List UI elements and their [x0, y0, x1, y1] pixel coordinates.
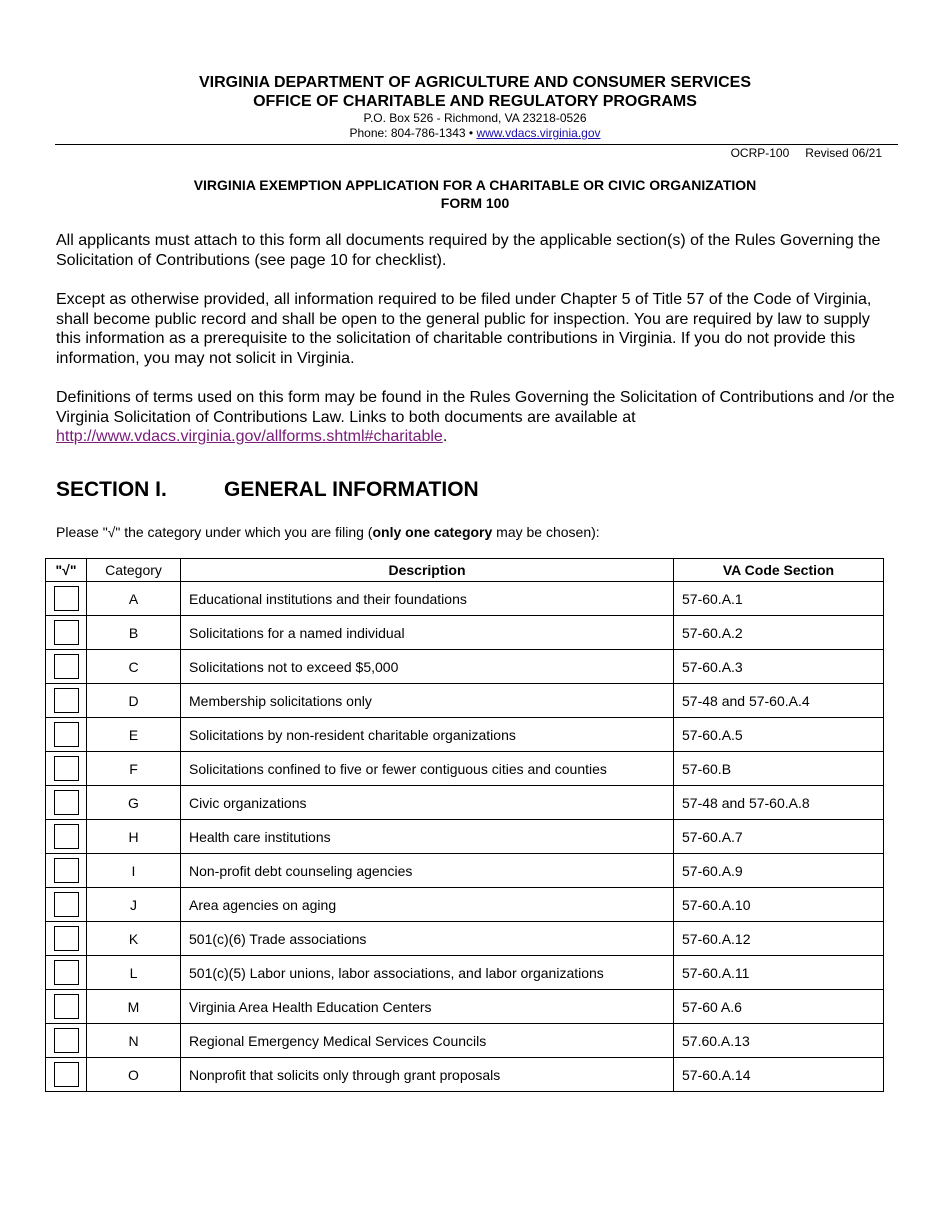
- category-description: Educational institutions and their foundations: [181, 582, 674, 616]
- va-code-section: 57-60 A.6: [674, 990, 884, 1024]
- phone-number: Phone: 804-786-1343 •: [349, 126, 477, 140]
- category-letter: N: [87, 1024, 181, 1058]
- section-title: GENERAL INFORMATION: [224, 478, 479, 501]
- category-letter: F: [87, 752, 181, 786]
- category-checkbox[interactable]: [54, 654, 79, 679]
- category-checkbox[interactable]: [54, 824, 79, 849]
- header-divider: [55, 144, 898, 145]
- category-checkbox[interactable]: [54, 1062, 79, 1087]
- category-checkbox[interactable]: [54, 892, 79, 917]
- va-code-section: 57-60.A.12: [674, 922, 884, 956]
- category-checkbox[interactable]: [54, 586, 79, 611]
- va-code-section: 57-60.A.3: [674, 650, 884, 684]
- category-letter: O: [87, 1058, 181, 1092]
- intro-public-record-paragraph: Except as otherwise provided, all information required to be filed under Chapter 5 of Title 57 of the Code of Virginia, shall become public record and shall be open to the general public for inspection. You are required by law to supply this information as a prerequisite to the solicitation of charitable contributions in Virginia. If you do not provide this information, you may not solicit in Virginia.: [56, 291, 872, 367]
- table-row: [46, 752, 884, 786]
- category-description: Membership solicitations only: [181, 684, 674, 718]
- va-code-section: 57-60.A.10: [674, 888, 884, 922]
- instr-pre: Please "√" the category under which you are filing (: [56, 524, 373, 540]
- section-number: SECTION I.: [56, 478, 167, 501]
- category-letter: B: [87, 616, 181, 650]
- table-row: [46, 650, 884, 684]
- table-row: [46, 684, 884, 718]
- category-checkbox[interactable]: [54, 688, 79, 713]
- form-title: [0, 176, 950, 212]
- instr-emphasis: only one category: [372, 524, 493, 540]
- table-row: [46, 616, 884, 650]
- table-row: [46, 820, 884, 854]
- table-header-row: [46, 559, 884, 582]
- table-row: [46, 1024, 884, 1058]
- revision-date: Revised 06/21: [805, 146, 882, 160]
- section-heading: [56, 478, 479, 502]
- va-code-section: 57-48 and 57-60.A.4: [674, 684, 884, 718]
- table-row: [46, 718, 884, 752]
- category-description: Solicitations confined to five or fewer contiguous cities and counties: [181, 752, 674, 786]
- header-description: Description: [181, 559, 674, 582]
- category-description: Nonprofit that solicits only through grant proposals: [181, 1058, 674, 1092]
- category-description: 501(c)(5) Labor unions, labor associations, and labor organizations: [181, 956, 674, 990]
- category-description: Regional Emergency Medical Services Councils: [181, 1024, 674, 1058]
- category-description: Civic organizations: [181, 786, 674, 820]
- category-description: Health care institutions: [181, 820, 674, 854]
- office-name: OFFICE OF CHARITABLE AND REGULATORY PROGRAMS: [253, 93, 697, 110]
- category-checkbox[interactable]: [54, 722, 79, 747]
- table-row: [46, 786, 884, 820]
- category-checkbox[interactable]: [54, 994, 79, 1019]
- va-code-section: 57-60.B: [674, 752, 884, 786]
- va-code-section: 57-60.A.2: [674, 616, 884, 650]
- table-row: [46, 854, 884, 888]
- category-letter: C: [87, 650, 181, 684]
- website-link[interactable]: www.vdacs.virginia.gov: [476, 126, 601, 140]
- forms-link[interactable]: http://www.vdacs.virginia.gov/allforms.shtml#charitable: [56, 428, 443, 445]
- contact-line: [0, 126, 950, 141]
- form-id: OCRP-100: [730, 146, 790, 160]
- category-letter: I: [87, 854, 181, 888]
- category-letter: J: [87, 888, 181, 922]
- category-description: 501(c)(6) Trade associations: [181, 922, 674, 956]
- category-description: Solicitations for a named individual: [181, 616, 674, 650]
- header-va-code: VA Code Section: [674, 559, 884, 582]
- category-description: Solicitations not to exceed $5,000: [181, 650, 674, 684]
- category-checkbox[interactable]: [54, 858, 79, 883]
- table-row: [46, 956, 884, 990]
- va-code-section: 57-60.A.14: [674, 1058, 884, 1092]
- category-table: [45, 558, 884, 1092]
- category-letter: D: [87, 684, 181, 718]
- va-code-section: 57-60.A.5: [674, 718, 884, 752]
- va-code-section: 57-60.A.11: [674, 956, 884, 990]
- intro-definitions-paragraph: [56, 388, 896, 447]
- category-checkbox[interactable]: [54, 960, 79, 985]
- form-number: [731, 146, 882, 160]
- category-checkbox[interactable]: [54, 1028, 79, 1053]
- va-code-section: 57-60.A.9: [674, 854, 884, 888]
- header-category: Category: [87, 559, 181, 582]
- table-row: [46, 888, 884, 922]
- category-letter: M: [87, 990, 181, 1024]
- category-checkbox[interactable]: [54, 790, 79, 815]
- category-letter: K: [87, 922, 181, 956]
- category-checkbox[interactable]: [54, 756, 79, 781]
- va-code-section: 57-60.A.1: [674, 582, 884, 616]
- va-code-section: 57-60.A.7: [674, 820, 884, 854]
- category-instructions: [56, 524, 600, 540]
- table-row: [46, 1058, 884, 1092]
- definitions-text: Definitions of terms used on this form may be found in the Rules Governing the Solicitation of Contributions and /or the Virginia Solicitation of Contributions Law. Links to both documents are available at: [56, 389, 895, 426]
- va-code-section: 57-48 and 57-60.A.8: [674, 786, 884, 820]
- intro-attach-paragraph: All applicants must attach to this form all documents required by the applicable section(s) of the Rules Governing the Solicitation of Contributions (see page 10 for checklist).: [56, 232, 881, 269]
- form-title-line1: VIRGINIA EXEMPTION APPLICATION FOR A CHARITABLE OR CIVIC ORGANIZATION: [193, 177, 757, 193]
- category-description: Area agencies on aging: [181, 888, 674, 922]
- category-description: Non-profit debt counseling agencies: [181, 854, 674, 888]
- category-letter: E: [87, 718, 181, 752]
- form-title-line2: FORM 100: [440, 195, 510, 211]
- table-row: [46, 922, 884, 956]
- instr-post: may be chosen):: [492, 524, 600, 540]
- category-letter: H: [87, 820, 181, 854]
- category-letter: G: [87, 786, 181, 820]
- va-code-section: 57.60.A.13: [674, 1024, 884, 1058]
- mailing-address: P.O. Box 526 - Richmond, VA 23218-0526: [363, 111, 587, 125]
- table-row: [46, 582, 884, 616]
- category-description: Solicitations by non-resident charitable organizations: [181, 718, 674, 752]
- header-check: "√": [46, 559, 87, 582]
- category-description: Virginia Area Health Education Centers: [181, 990, 674, 1024]
- category-letter: A: [87, 582, 181, 616]
- category-checkbox[interactable]: [54, 620, 79, 645]
- table-row: [46, 990, 884, 1024]
- letterhead: [0, 73, 950, 141]
- category-letter: L: [87, 956, 181, 990]
- category-checkbox[interactable]: [54, 926, 79, 951]
- definitions-end: .: [442, 428, 448, 445]
- agency-name: VIRGINIA DEPARTMENT OF AGRICULTURE AND CONSUMER SERVICES: [198, 74, 752, 91]
